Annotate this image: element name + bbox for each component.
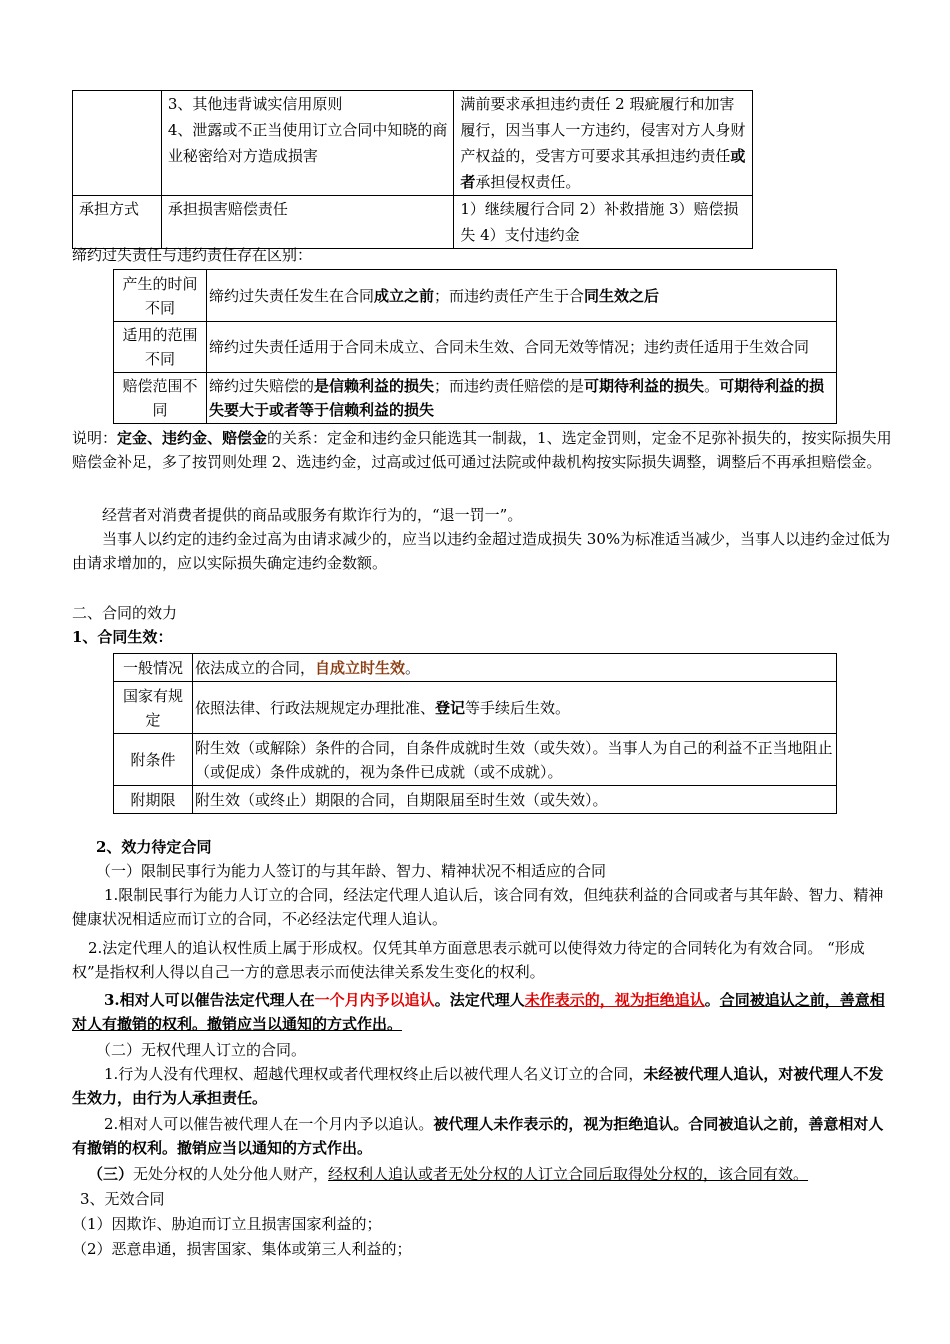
cell-text-bold: 可期待利益的损失 bbox=[584, 377, 705, 395]
text: 。 bbox=[704, 991, 720, 1009]
subsection-title: 1、合同生效： bbox=[72, 628, 173, 646]
pending-heading-2: （二）无权代理人订立的合同。 bbox=[96, 1041, 307, 1059]
table-cell-text: 1）继续履行合同 2）补救措施 3）赔偿损失 4）支付违约金 bbox=[454, 196, 753, 249]
penalty-paragraph: 当事人以约定的违约金过高为由请求减少的，应当以违约金超过造成损失 30%为标准适当减少，当事人以违约金过低为由请求增加的，应以实际损失确定违约金数额。 bbox=[72, 530, 891, 572]
cell-text-bold: 成立之前 bbox=[374, 286, 435, 305]
cell-highlight: 自成立时生效 bbox=[315, 658, 406, 677]
cell-text-bold: 同生效之后 bbox=[584, 286, 660, 305]
note-text: 的关系：定金和违约金只能选其一制裁，1、选定金罚则，定金不足弥补损失的，按实际损失用赔偿金补足，多了按罚则处理 2、选违约金，过高或过低可通过法院或仲裁机构按实际损失调整，调整后不再承担赔偿金。 bbox=[72, 429, 892, 471]
cell-text: 依法成立的合同， bbox=[195, 658, 316, 677]
cell-text: ；而违约责任产生于合 bbox=[434, 286, 585, 305]
text: 2.相对人可以催告被代理人在一个月内予以追认。 bbox=[104, 1115, 434, 1133]
cell-text: 。 bbox=[704, 377, 720, 395]
contract-effect-table bbox=[113, 653, 837, 814]
pending-paragraph-emphasis bbox=[72, 988, 892, 1036]
table-cell-label: 承担方式 bbox=[73, 196, 162, 249]
pending-paragraph bbox=[72, 1112, 892, 1160]
table-row bbox=[114, 654, 837, 682]
invalid-item: （2）恶意串通，损害国家、集体或第三人利益的； bbox=[72, 1240, 412, 1258]
table-row bbox=[73, 196, 753, 249]
table-cell-text bbox=[207, 270, 837, 322]
table-row bbox=[114, 373, 837, 424]
text: 1.行为人没有代理权、超越代理权或者代理权终止后以被代理人名义订立的合同， bbox=[104, 1065, 644, 1083]
table-row bbox=[114, 734, 837, 786]
text: 。法定代理人 bbox=[434, 991, 525, 1009]
cell-text-bold: 可期待利益的损失要大于或者等于信赖利益的损失 bbox=[209, 377, 825, 419]
table-cell-text bbox=[193, 654, 837, 682]
table-cell-breach-items bbox=[161, 91, 454, 196]
cell-text-bold: 登记 bbox=[435, 698, 466, 717]
text-underlined: 经权利人追认或者无处分权的人订立合同后取得处分权的，该合同有效。 bbox=[328, 1165, 809, 1183]
cell-text-bold: 是信赖利益的损失 bbox=[314, 377, 435, 395]
subsection-title: 3、无效合同 bbox=[80, 1190, 165, 1208]
cell-text: 承担侵权责任。 bbox=[475, 173, 581, 191]
section-title: 二、合同的效力 bbox=[72, 604, 178, 622]
table-cell-label: 附条件 bbox=[114, 734, 193, 786]
table-cell-text: 附生效（或终止）期限的合同，自期限届至时生效（或失效）。 bbox=[193, 786, 837, 814]
table-cell-label: 附期限 bbox=[114, 786, 193, 814]
pending-paragraph: 1.限制民事行为能力人订立的合同，经法定代理人追认后，该合同有效，但纯获利益的合同或者与其年龄、智力、精神健康状况相适应而订立的合同，不必经法定代理人追认。 bbox=[72, 886, 884, 928]
table-cell-label: 产生的时间不同 bbox=[114, 270, 207, 322]
note-paragraph bbox=[72, 426, 892, 474]
pending-paragraph: 2.法定代理人的追认权性质上属于形成权。仅凭其单方面意思表示就可以使得效力待定的合同转化为有效合同。 “形成权”是指权利人得以自己一方的意思表示而使法律关系发生变化的权利。 bbox=[72, 939, 865, 981]
cell-text: 依照法律、行政法规规定办理批准、 bbox=[195, 698, 436, 717]
fraud-paragraph: 经营者对消费者提供的商品或服务有欺诈行为的，“退一罚一”。 bbox=[102, 506, 523, 524]
invalid-item: （1）因欺诈、胁迫而订立且损害国家利益的； bbox=[72, 1215, 382, 1233]
cell-text: 缔约过失责任发生在合同 bbox=[209, 286, 375, 305]
text-bold: （三） bbox=[88, 1165, 134, 1183]
difference-title: 缔约过失责任与违约责任存在区别： bbox=[72, 246, 313, 264]
subsection-title: 2、效力待定合同 bbox=[96, 838, 212, 856]
table-cell-default-liability bbox=[454, 91, 753, 196]
text-underlined: 合同被追认之前，善意相对人有撤销的权利。撤销应当以通知的方式作出。 bbox=[72, 991, 885, 1033]
table-cell-text bbox=[207, 373, 837, 424]
table-row bbox=[114, 322, 837, 373]
breach-item-3: 3、其他违背诚实信用原则 bbox=[167, 95, 343, 113]
table-row bbox=[114, 786, 837, 814]
table-row bbox=[114, 682, 837, 734]
text-red-underlined: 未作表示的，视为拒绝追认 bbox=[524, 991, 705, 1009]
cell-text: 缔约过失赔偿的 bbox=[209, 377, 315, 395]
pending-paragraph bbox=[72, 1062, 892, 1110]
table-cell-label: 赔偿范围不同 bbox=[114, 373, 207, 424]
breach-item-4: 4、泄露或不正当使用订立合同中知晓的商业秘密给对方造成损害 bbox=[167, 121, 448, 165]
cell-text: 满前要求承担违约责任 2 瑕疵履行和加害履行，因当事人一方违约，侵害对方人身财产权益的，受害方可要求其承担违约责任 bbox=[460, 95, 746, 165]
table-cell-text: 缔约过失责任适用于合同未成立、合同未生效、合同无效等情况；违约责任适用于生效合同 bbox=[207, 322, 837, 373]
difference-table bbox=[113, 269, 837, 424]
note-prefix: 说明： bbox=[72, 429, 118, 447]
table-row bbox=[73, 91, 753, 196]
cell-text-bold: 或者 bbox=[460, 147, 746, 191]
text-bold: 未经被代理人追认，对被代理人不发生效力，由行为人承担责任。 bbox=[72, 1065, 884, 1107]
table-row bbox=[114, 270, 837, 322]
table-cell-text: 附生效（或解除）条件的合同，自条件成就时生效（或失效）。当事人为自己的利益不正当地阻止（或促成）条件成就的，视为条件已成就（或不成就）。 bbox=[193, 734, 837, 786]
pending-heading-1: （一）限制民事行为能力人签订的与其年龄、智力、精神状况不相适应的合同 bbox=[96, 862, 607, 880]
text-bold: 被代理人未作表示的，视为拒绝追认。合同被追认之前，善意相对人有撤销的权利。撤销应当以通知的方式作出。 bbox=[72, 1115, 884, 1157]
cell-text: 等手续后生效。 bbox=[465, 698, 571, 717]
table-cell-label: 适用的范围不同 bbox=[114, 322, 207, 373]
cell-text: 。 bbox=[405, 658, 421, 677]
table-cell-text: 承担损害赔偿责任 bbox=[161, 196, 454, 249]
text-red: 一个月内予以追认 bbox=[314, 991, 435, 1009]
table-cell-label: 国家有规定 bbox=[114, 682, 193, 734]
text: 3.相对人可以催告法定代理人在 bbox=[104, 991, 315, 1009]
table-cell-text bbox=[193, 682, 837, 734]
text: 无处分权的人处分他人财产， bbox=[133, 1165, 329, 1183]
table-cell-label: 一般情况 bbox=[114, 654, 193, 682]
cell-text: ；而违约责任赔偿的是 bbox=[434, 377, 585, 395]
table-cell-empty bbox=[73, 91, 162, 196]
pending-heading-3 bbox=[88, 1162, 908, 1186]
note-bold: 定金、违约金、赔偿金 bbox=[117, 429, 268, 447]
liability-table-continued bbox=[72, 90, 753, 249]
